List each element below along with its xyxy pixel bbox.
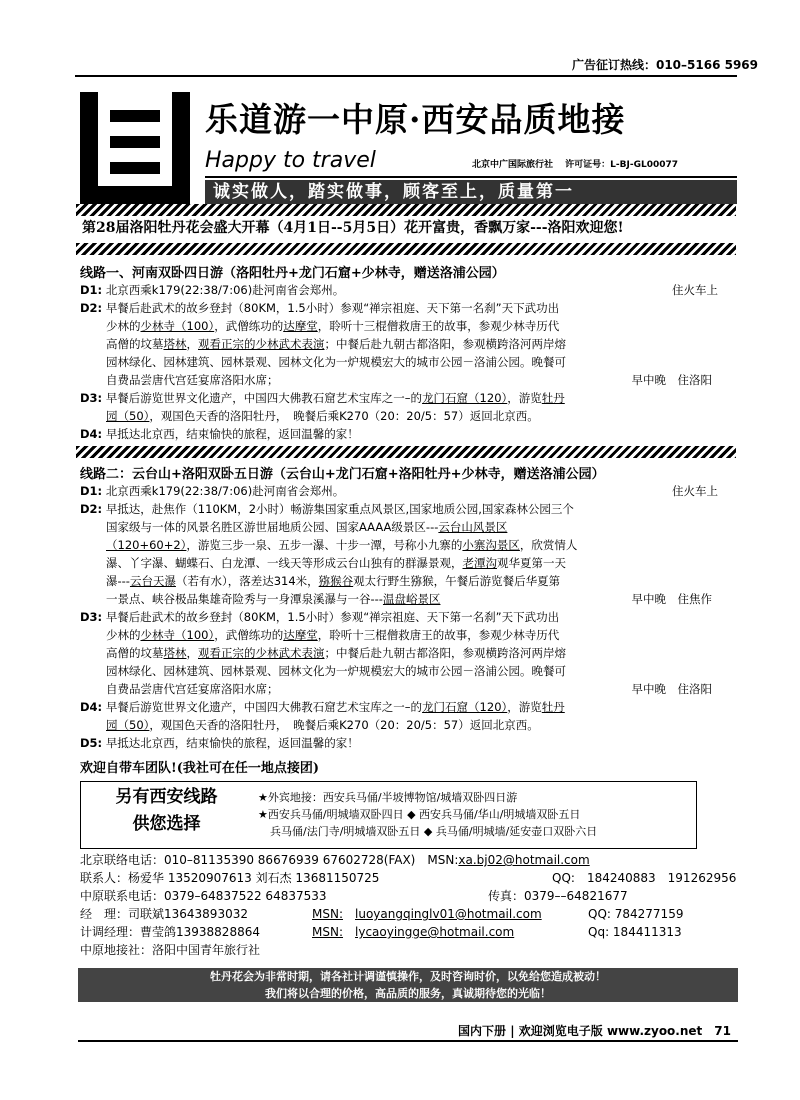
msn-link[interactable]: luoyangqinglv01@hotmail.com [355, 907, 542, 921]
contact-planner: 计调经理：曹莹鸽13938828864 [80, 925, 260, 939]
route2-d2-line: 瀑---云台天瀑（若有水），落差达314米，猕猴谷观太行野生猕猴，午餐后游览餐后华夏第 [106, 574, 561, 588]
route2-d4: D4: 早餐后游览世界文化遗产，中国四大佛教石窟艺术宝库之一–的龙门石窟（120），游览牡丹 [80, 700, 565, 714]
footer-divider [78, 1040, 738, 1042]
contact-planner-msn: MSN: lycaoyingge@hotmail.com [312, 925, 515, 939]
ad-hotline: 广告征订热线：010–5166 5969 [571, 58, 758, 72]
festival-banner: 第28届洛阳牡丹花会盛大开幕（4月1日--5月5日）花开富贵，香飘万家---洛阳欢迎您! [82, 220, 624, 236]
route1-title: 线路一、河南双卧四日游（洛阳牡丹+龙门石窟+少林寺，赠送洛浦公园） [80, 266, 505, 281]
route2-d1: D1: 北京西乘k179(22:38/7:06)赴河南省会郑州。 住火车上 [80, 484, 718, 498]
contact-manager-qq: QQ: 784277159 [588, 907, 684, 921]
contact-fax: 传真：0379––64821677 [488, 889, 628, 903]
msn-link[interactable]: lycaoyingge@hotmail.com [355, 925, 515, 939]
xian-route-list: ★外宾地接：西安兵马俑/半坡博物馆/城墙双卧四日游 ★西安兵马俑/明城墙双卧四日 ◆ 西安兵马俑/华山/明城墙双卧五日 兵马俑/法门寺/明城墙双卧五日 ◆ 兵马俑/明城墙/延安壶口双卧六日 [258, 791, 598, 838]
route2-d3-line: 园林绿化、园林建筑、园林景观、园林文化为一炉规模宏大的城市公园－洛浦公园。晚餐可 [106, 664, 566, 678]
xian-heading: 另有西安线路 供您选择 [115, 787, 218, 834]
stripe-divider [76, 446, 736, 458]
msn-link[interactable]: xa.bj02@hotmail.com [458, 853, 590, 867]
route1-d3: D3: 早餐后游览世界文化遗产，中国四大佛教石窟艺术宝库之一–的龙门石窟（120），游览牡丹 [80, 391, 565, 405]
route2-d3-line: 少林的少林寺（100），武僧练功的达摩堂，聆听十三棍僧救唐王的故事，参观少林寺历代 [106, 628, 560, 642]
subtitle: Happy to travel [205, 148, 376, 173]
contact-beijing-phone: 北京联络电话：010–81135390 86676939 67602728(FAX) MSN:xa.bj02@hotmail.com [80, 853, 590, 867]
route1-d4: D4: 早抵达北京西，结束愉快的旅程，返回温馨的家！ [80, 427, 359, 441]
stripe-divider [76, 204, 736, 216]
footer-text: 国内下册 | 欢迎浏览电子版 www.zyoo.net 71 [458, 1024, 731, 1038]
route2-d3-line: 高僧的坟墓塔林，观看正宗的少林武术表演；中餐后赴九朝古都洛阳，参观横跨洛河两岸熔 [106, 646, 566, 660]
notice-banner: 牡丹花会为非常时期，请各社计调谨慎操作，及时咨询时价，以免给您造成被动！ 我们将以合理的价格，高品质的服务，真诚期待您的光临！ [78, 968, 738, 1002]
route1-d3-line: 园（50），观国色天香的洛阳牡丹， 晚餐后乘K270（20：20/5：57）返回北京西。 [106, 409, 539, 423]
route2-d2-line: 一景点、峡谷极品集雄奇险秀与一身潭泉溪瀑与一谷---温盘峪景区 早中晚 住焦作 [106, 592, 712, 606]
route1-d2-line: 少林的少林寺（100），武僧练功的达摩堂，聆听十三棍僧救唐王的故事，参观少林寺历代 [106, 319, 560, 333]
contact-ground-agency: 中原地接社：洛阳中国青年旅行社 [80, 943, 261, 957]
route2-title: 线路二：云台山+洛阳双卧五日游（云台山+龙门石窟+洛阳牡丹+少林寺，赠送洛浦公园） [80, 467, 605, 482]
contact-manager: 经 理：司联斌13643893032 [80, 907, 248, 921]
route1-d1: D1: 北京西乘k179(22:38/7:06)赴河南省会郑州。 住火车上 [80, 283, 718, 297]
contact-people: 联系人：杨爱华 13520907613 刘石杰 13681150725 [80, 871, 380, 885]
contact-planner-qq: Qq: 184411313 [588, 925, 682, 939]
route2-d3: D3: 早餐后赴武术的故乡登封（80KM，1.5小时）参观“禅宗祖庭、天下第一名刹”天下武功出 [80, 610, 560, 624]
stripe-divider [76, 243, 736, 255]
logo-icon [80, 92, 190, 204]
route2-d5: D5: 早抵达北京西，结束愉快的旅程，返回温馨的家！ [80, 736, 359, 750]
agency-info: 北京中广国际旅行社 许可证号：L-BJ-GL00077 [472, 160, 679, 170]
route2-d2-line: 瀑、丫字瀑、蝴蝶石、白龙潭、一线天等形成云台山独有的群瀑景观，老潭沟观华夏第一天 [106, 556, 566, 570]
welcome-note: 欢迎自带车团队!(我社可在任一地点接团) [80, 761, 320, 776]
contact-manager-msn: MSN: luoyangqinglv01@hotmail.com [312, 907, 542, 921]
route2-d2-line: 国家级与一体的风景名胜区游世届地质公园、国家AAAA级景区---云台山风景区 [106, 520, 508, 534]
contact-zhongyuan-phone: 中原联系电话：0379–64837522 64837533 [80, 889, 327, 903]
route2-d2: D2: 早抵达，赴焦作（110KM，2小时）畅游集国家重点风景区,国家地质公园,国家森林公园三个 [80, 502, 574, 516]
route2-d4-line: 园（50），观国色天香的洛阳牡丹， 晚餐后乘K270（20：20/5：57）返回北京西。 [106, 718, 539, 732]
route1-d2: D2: 早餐后赴武术的故乡登封（80KM，1.5小时）参观“禅宗祖庭、天下第一名刹”天下武功出 [80, 301, 560, 315]
agency-title: 乐道游一中原·西安品质地接 [205, 100, 626, 139]
subtitle-divider [205, 176, 737, 178]
slogan-bar: 诚实做人，踏实做事，顾客至上，质量第一 [205, 180, 737, 204]
route1-d2-line: 园林绿化、园林建筑、园林景观、园林文化为一炉规模宏大的城市公园－洛浦公园。晚餐可 [106, 355, 566, 369]
page-number: 71 [714, 1024, 731, 1038]
route1-d2-line: 高僧的坟墓塔林，观看正宗的少林武术表演；中餐后赴九朝古都洛阳，参观横跨洛河两岸熔 [106, 337, 566, 351]
top-divider [75, 75, 737, 77]
route2-d3-line: 自费品尝唐代宫廷宴席洛阳水席； 早中晚 住洛阳 [106, 682, 712, 696]
contact-qq: QQ: 184240883 191262956 [552, 871, 737, 885]
route1-d2-line: 自费品尝唐代宫廷宴席洛阳水席； 早中晚 住洛阳 [106, 373, 712, 387]
route2-d2-line: （120+60+2），游览三步一泉、五步一瀑、十步一潭，号称小九寨的小寨沟景区，欣赏情人 [106, 538, 578, 552]
